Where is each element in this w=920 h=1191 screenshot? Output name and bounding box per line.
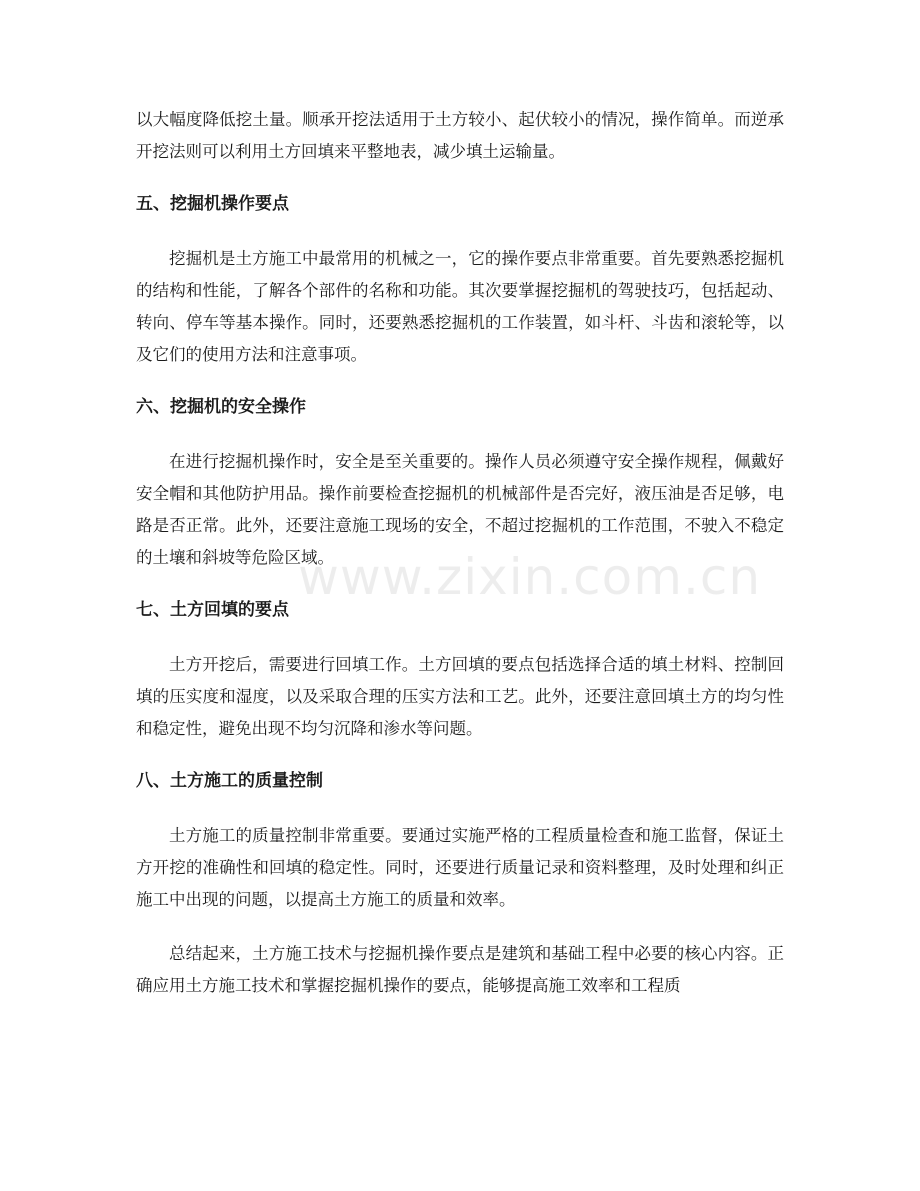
paragraph-quality-control: 土方施工的质量控制非常重要。要通过实施严格的工程质量检查和施工监督，保证土方开挖的准确性和回填的稳定性。同时，还要进行质量记录和资料整理，及时处理和纠正施工中出现的问题，以提高土方施工的质量和效率。: [136, 826, 784, 909]
section-heading-7: 七、土方回填的要点: [136, 600, 289, 620]
watermark: www.zixin.com.cn: [298, 548, 762, 606]
section-heading-8: 八、土方施工的质量控制: [136, 771, 323, 791]
section-heading-6: 六、挖掘机的安全操作: [136, 397, 306, 417]
document-body: [136, 104, 784, 1002]
paragraph-excavator-operation: 挖掘机是土方施工中最常用的机械之一，它的操作要点非常重要。首先要熟悉挖掘机的结构和性能，了解各个部件的名称和功能。其次要掌握挖掘机的驾驶技巧，包括起动、转向、停车等基本操作。同时，还要熟悉挖掘机的工作装置，如斗杆、斗齿和滚轮等，以及它们的使用方法和注意事项。: [136, 249, 784, 364]
paragraph-summary: 总结起来，土方施工技术与挖掘机操作要点是建筑和基础工程中必要的核心内容。正确应用土方施工技术和掌握挖掘机操作的要点，能够提高施工效率和工程质: [136, 944, 784, 995]
paragraph-backfill: 土方开挖后，需要进行回填工作。土方回填的要点包括选择合适的填土材料、控制回填的压实度和湿度，以及采取合理的压实方法和工艺。此外，还要注意回填土方的均匀性和稳定性，避免出现不均匀沉降和渗水等问题。: [136, 655, 784, 738]
paragraph-continuation: 以大幅度降低挖土量。顺承开挖法适用于土方较小、起伏较小的情况，操作简单。而逆承开挖法则可以利用土方回填来平整地表，减少填土运输量。: [136, 110, 784, 161]
paragraph-excavator-safety: 在进行挖掘机操作时，安全是至关重要的。操作人员必须遵守安全操作规程，佩戴好安全帽和其他防护用品。操作前要检查挖掘机的机械部件是否完好，液压油是否足够，电路是否正常。此外，还要注意施工现场的安全，不超过挖掘机的工作范围，不驶入不稳定的土壤和斜坡等危险区域。: [136, 452, 784, 567]
section-heading-5: 五、挖掘机操作要点: [136, 194, 289, 214]
